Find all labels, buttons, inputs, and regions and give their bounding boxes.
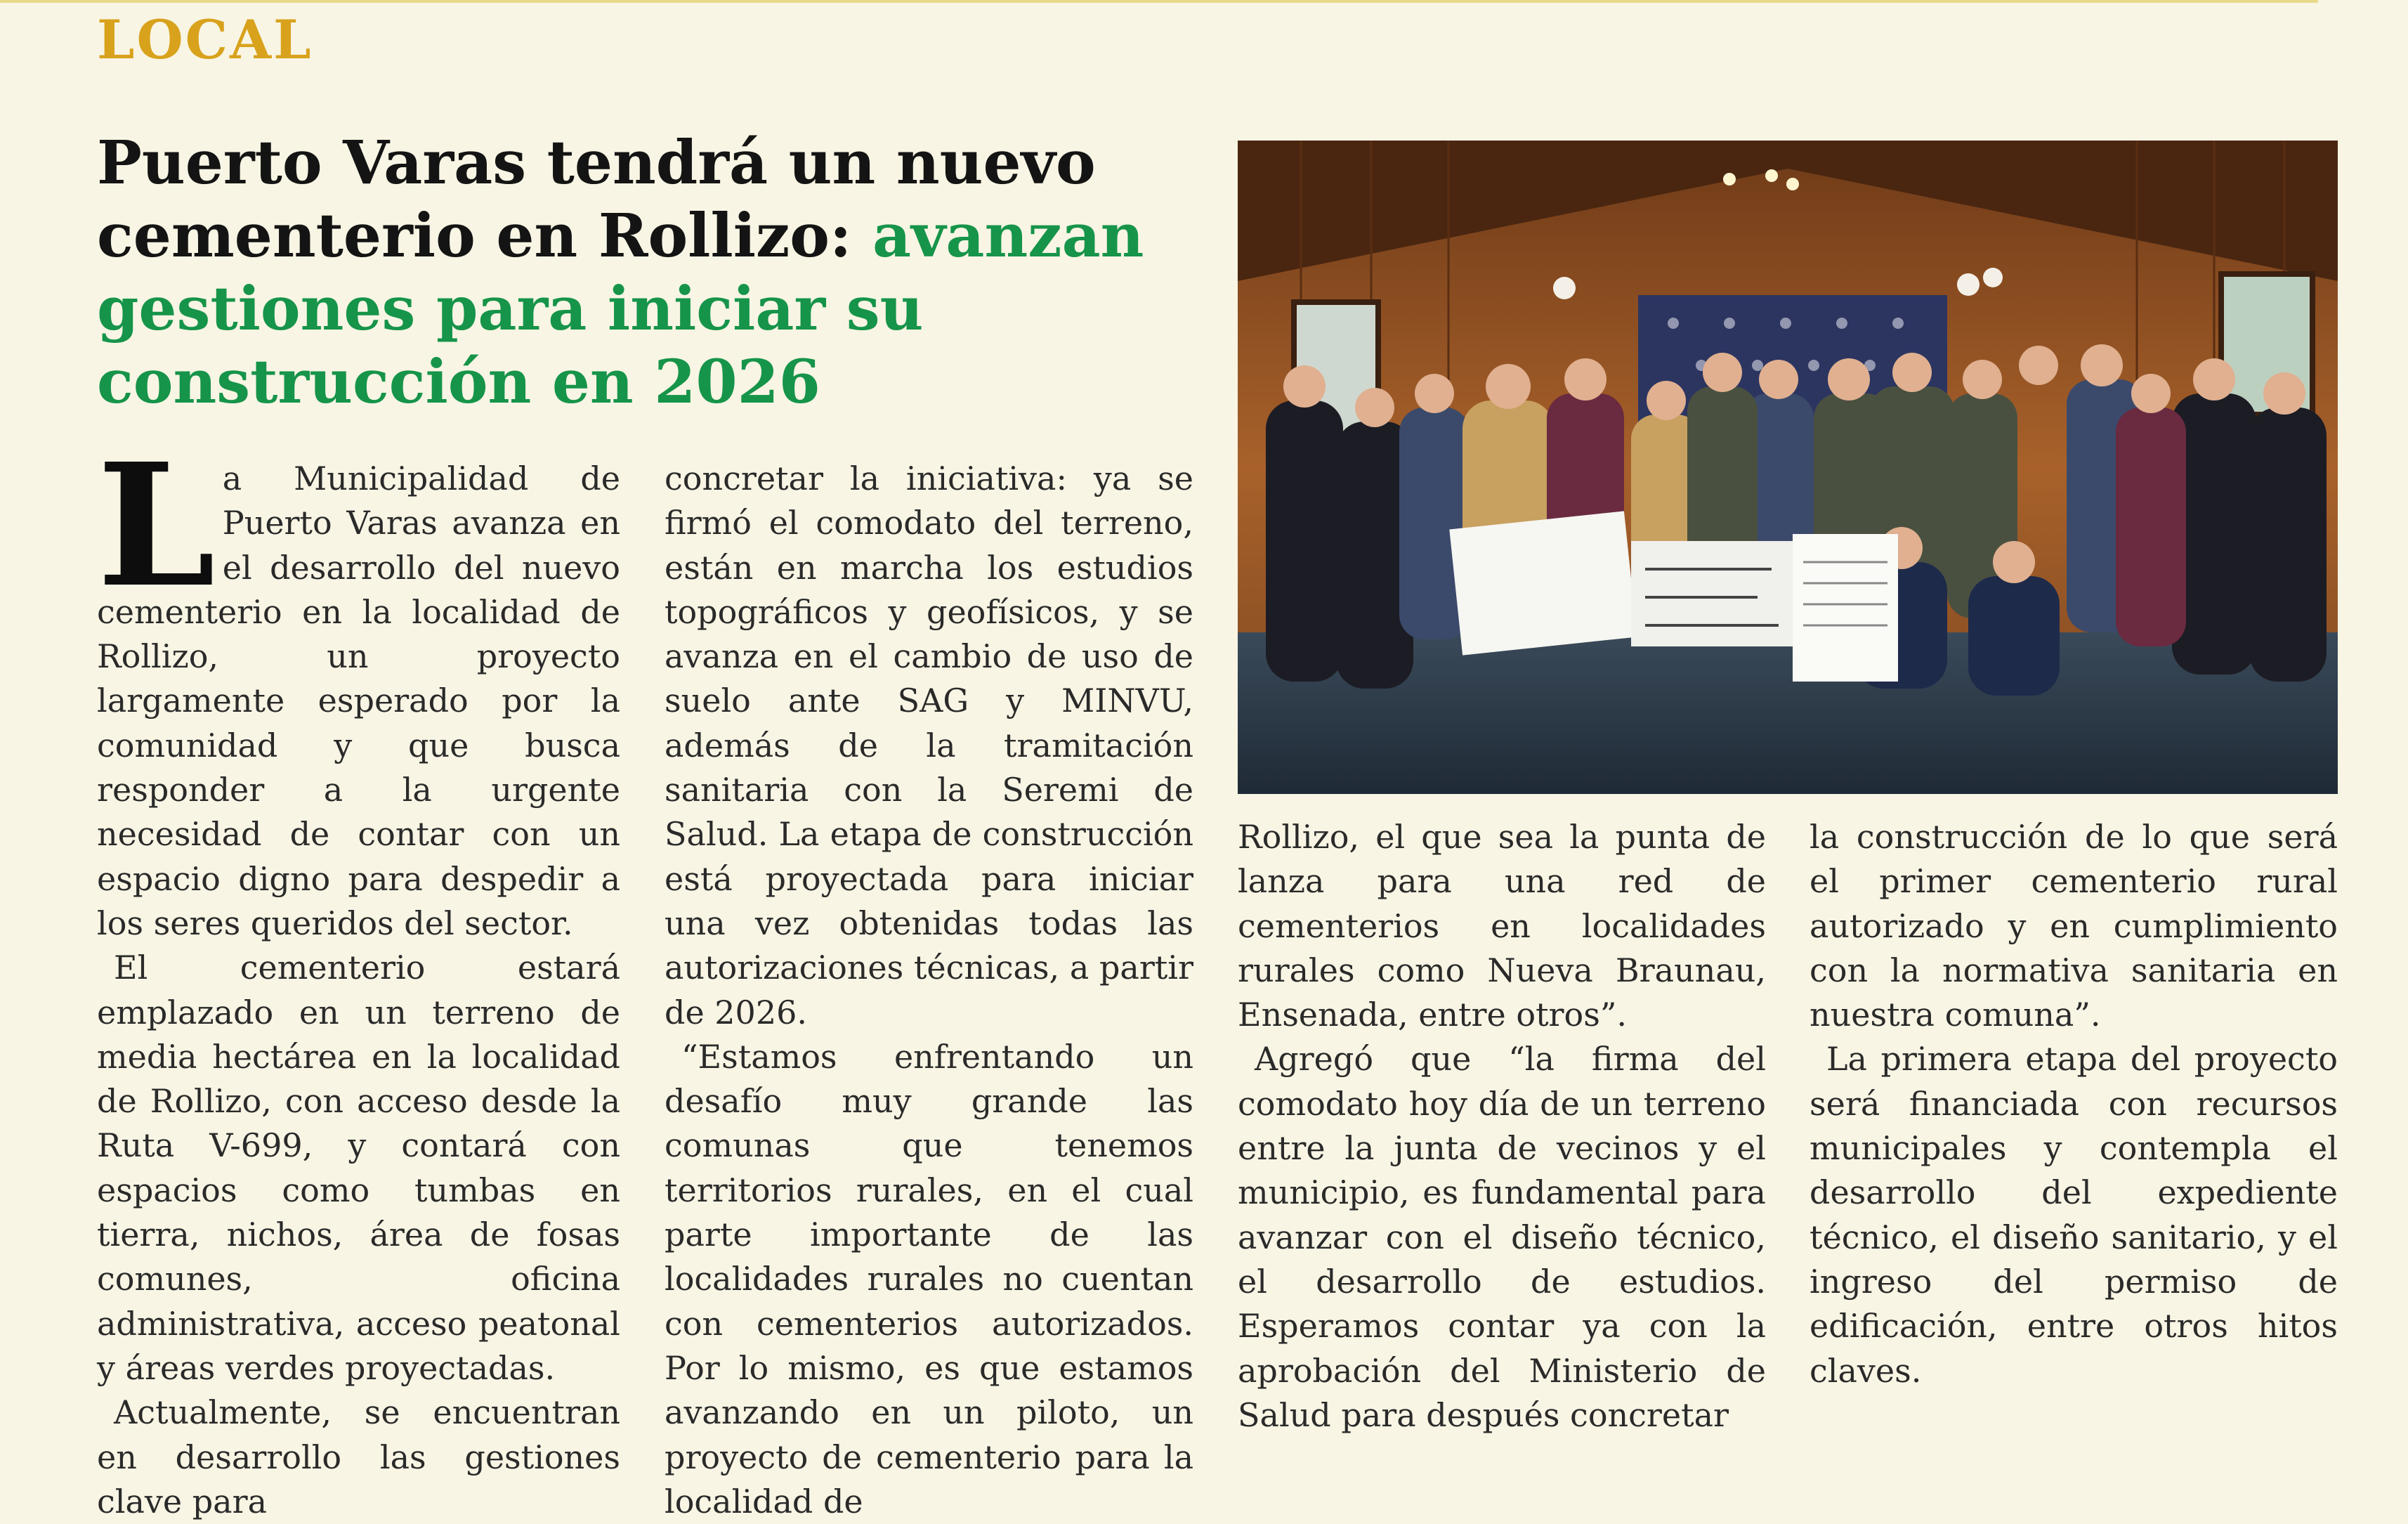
paragraph: Actualmente, se encuentran en desarrollo las gestiones clave para — [97, 1393, 620, 1520]
paragraph-text: a Municipalidad de Puerto Varas avanza en el desarrollo del nuevo cementerio en la localidad de Rollizo, un proyecto largamente esperado por la comunidad y que busca responder a la urgente necesidad de contar con un espacio digno para despedir a los seres queridos del sector. — [97, 460, 620, 942]
paragraph — [97, 426, 620, 946]
paragraph: El cementerio estará emplazado en un terreno de media hectárea en la localidad de Rollizo, con acceso desde la Ruta V-699, y contará con espacios como tumbas en tierra, nichos, área de fosas comunes, oficina administrativa, acceso peatonal y áreas verdes proyectadas. — [97, 949, 620, 1387]
paragraph: Agregó que “la firma del comodato hoy día de un terreno entre la junta de vecinos y el municipio, es fundamental para avanzar con el diseño técnico, el desarrollo de estudios. Esperamos contar ya con la aprobación del Ministerio de Salud para después concretar — [1238, 1040, 1766, 1434]
article-column-4 — [1810, 815, 2338, 1393]
paragraph: Rollizo, el que sea la punta de lanza para una red de cementerios en localidades rurales como Nueva Braunau, Ensenada, entre otros”. — [1238, 818, 1766, 1034]
paragraph: la construcción de lo que será el primer cementerio rural autorizado y en cumplimiento con la normativa sanitaria en nuestra comuna”. — [1810, 818, 2338, 1034]
article-column-2 — [665, 457, 1193, 1524]
drop-cap: L — [97, 426, 216, 625]
headline-main: Puerto Varas tendrá un nuevo cementerio en Rollizo: — [97, 128, 1096, 271]
article-column-3 — [1238, 815, 1766, 1438]
paragraph: La primera etapa del proyecto será financiada con recursos municipales y contempla el desarrollo del expediente técnico, el diseño sanitario, y el ingreso del permiso de edificación, entre otros hitos claves. — [1810, 1040, 2338, 1390]
paragraph: “Estamos enfrentando un desafío muy grande las comunas que tenemos territorios rurales, en el cual parte importante de las localidades rurales no cuentan con cementerios autorizados. Por lo mismo, es que estamos avanzando en un piloto, un proyecto de cementerio para la localidad de — [665, 1037, 1193, 1520]
paragraph: concretar la iniciativa: ya se firmó el comodato del terreno, están en marcha los estudios topográficos y geofísicos, y se avanza en el cambio de uso de suelo ante SAG y MINVU, además de la tramitación sanitaria con la Seremi de Salud. La etapa de construcción está proyectada para iniciar una vez obtenidas todas las autorizaciones técnicas, a partir de 2026. — [665, 460, 1193, 1031]
article-photo — [1238, 141, 2338, 794]
top-rule — [0, 0, 2318, 3]
headline — [97, 126, 1193, 419]
headline-accent: avanzan gestiones para iniciar su construcción en 2026 — [97, 201, 1144, 417]
article-column-1 — [97, 426, 620, 1524]
section-label: LOCAL — [97, 8, 313, 71]
